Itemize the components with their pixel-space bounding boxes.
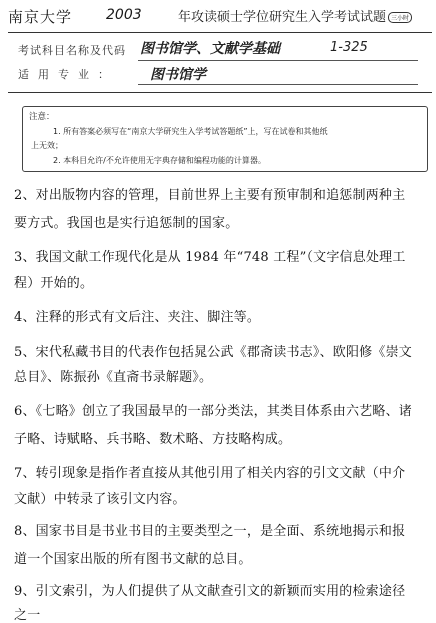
notice-title: 注意： (29, 112, 55, 122)
answer-line: 要方式。我国也是实行追惩制的国家。 (14, 216, 239, 231)
answer-line: 7、转引现象是指作者直接从其他引用了相关内容的引文文献（中介 (14, 466, 406, 481)
notice-box (22, 106, 428, 172)
answer-line: 9、引文索引，为人们提供了从文献查引文的新颖而实用的检索途径 (14, 584, 406, 599)
answer-line: 程）开始的。 (14, 276, 94, 291)
major-underline (138, 84, 418, 85)
notice-item-1: 1. 所有答案必须写在“南京大学研究生入学考试答题纸”上，写在试卷和其他纸 (53, 127, 328, 136)
answer-line: 5、宋代私藏书目的代表作包括晁公武《郡斋读书志》、欧阳修《崇文 (14, 345, 412, 360)
answer-line: 文献）中转录了该引文内容。 (14, 492, 186, 507)
answer-line: 8、国家书目是书业书目的主要类型之一，是全面、系统地揭示和报 (14, 524, 406, 539)
subject-name-underline (138, 60, 418, 61)
answer-line: 6、《七略》创立了我国最早的一部分类法，其类目体系由六艺略、诸 (14, 404, 412, 419)
answer-line: 之一 (14, 608, 41, 623)
subject-code-value: 1-325 (330, 40, 368, 55)
subject-name-label: 考试科目名称及代码 (18, 44, 126, 57)
exam-title: 年攻读硕士学位研究生入学考试试题 (178, 10, 387, 25)
answer-line: 子略、诗赋略、兵书略、数术略、方技略构成。 (14, 432, 292, 447)
answer-line: 4、注释的形式有文后注、夹注、脚注等。 (14, 310, 261, 325)
answer-line: 2、对出版物内容的管理，目前世界上主要有预审制和追惩制两种主 (14, 188, 406, 203)
subject-info (8, 34, 432, 93)
subject-name-value: 图书馆学、文献学基础 (140, 41, 280, 57)
answer-line: 3、我国文献工作现代化是从 1984 年“748 工程”（文字信息处理工 (14, 250, 406, 265)
major-label: 适用专业： (18, 68, 118, 81)
university-name: 南京大学 (8, 8, 73, 26)
answer-line: 总目》、陈振孙《直斋书录解题》。 (14, 370, 213, 385)
notice-item-1-cont: 上无效； (31, 141, 63, 150)
exam-year: 2003 (106, 7, 142, 23)
exam-duration-stamp: 三小时 (388, 12, 412, 23)
answer-line: 道一个国家出版的所有图书文献的总目。 (14, 552, 252, 567)
major-value: 图书馆学 (150, 67, 206, 83)
exam-header (8, 6, 432, 33)
notice-item-2: 2. 本科目允许/不允许使用无字典存储和编程功能的计算器。 (53, 156, 266, 165)
